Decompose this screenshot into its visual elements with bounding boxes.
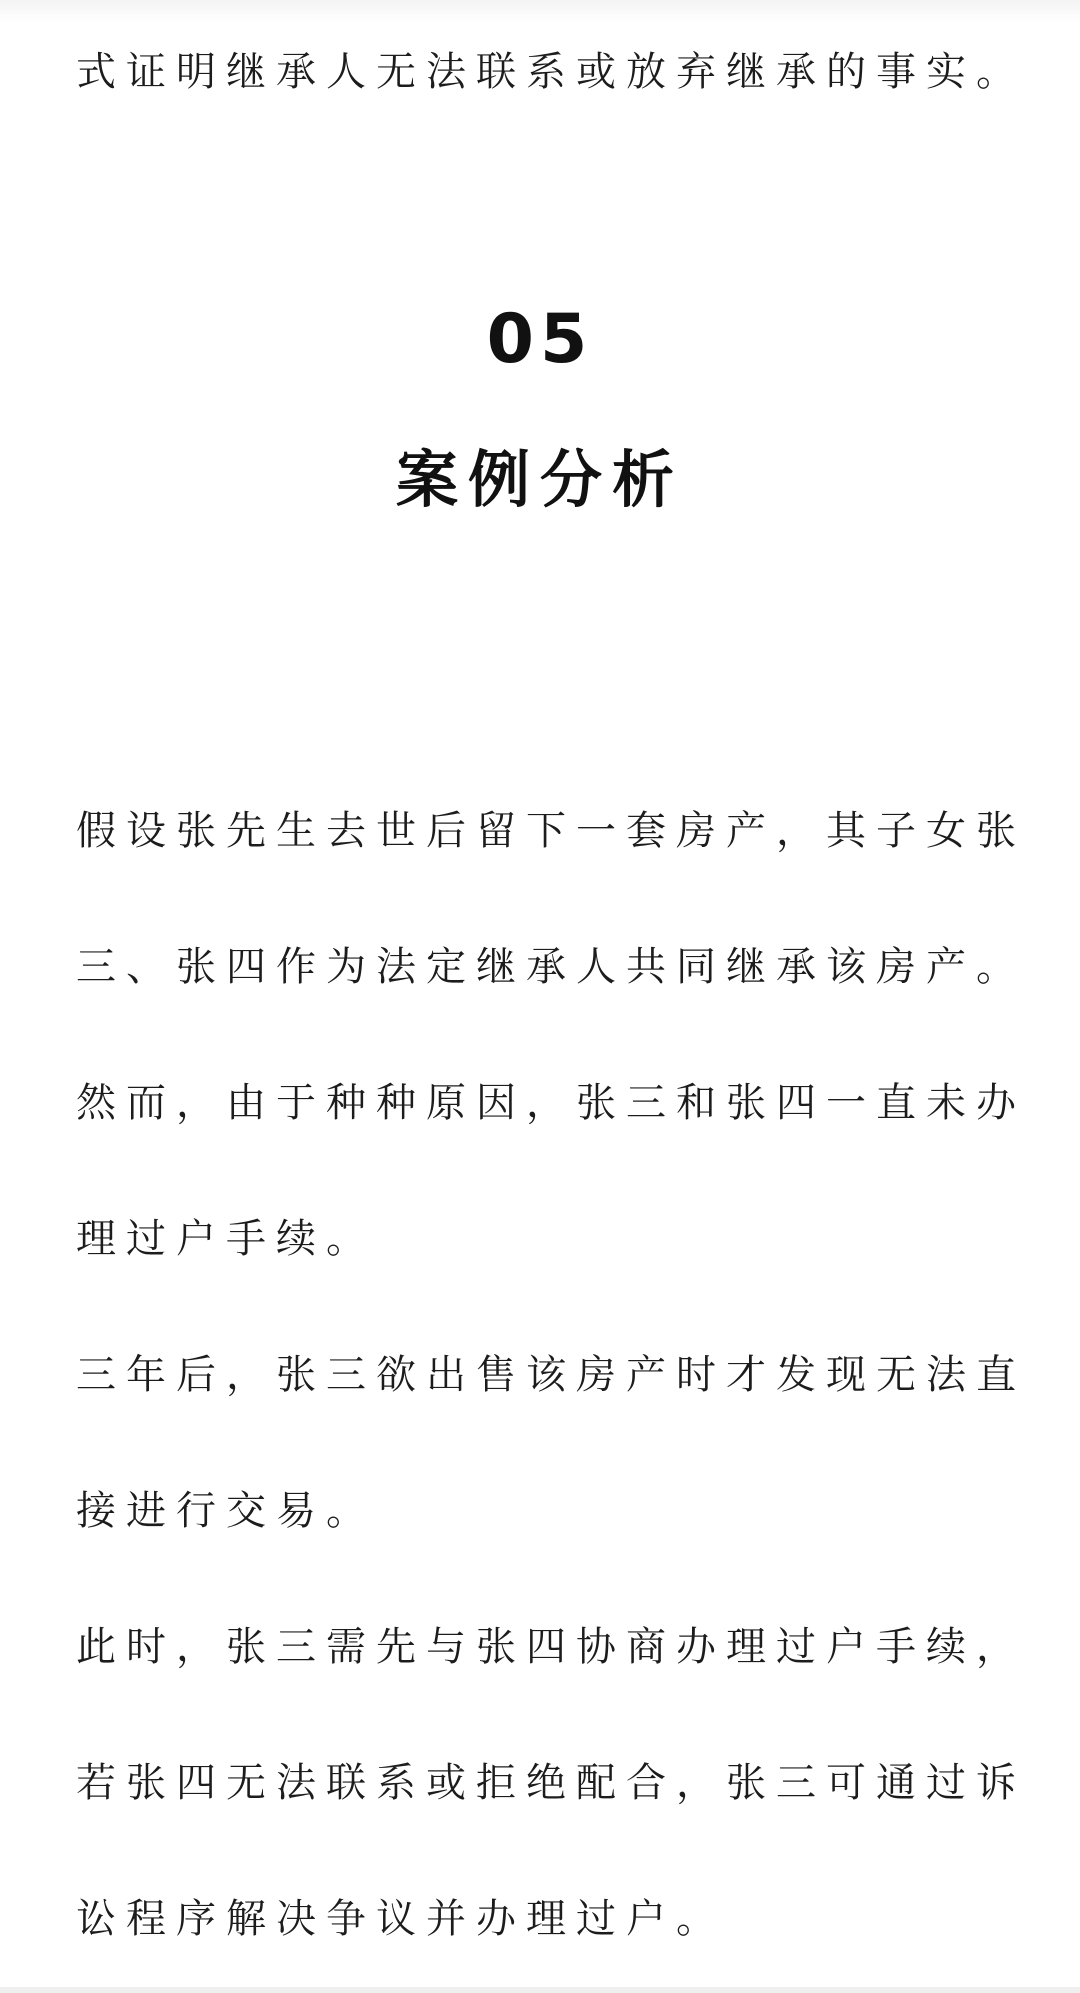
text-line: 假设张先生去世后留下一套房产，其子女张 xyxy=(76,808,1026,854)
text-line: 接进行交易。 xyxy=(76,1488,376,1534)
section-number: 05 xyxy=(486,300,594,379)
text-line: 此时，张三需先与张四协商办理过户手续， xyxy=(76,1624,1026,1670)
text-line: 讼程序解决争议并办理过户。 xyxy=(76,1896,726,1942)
text-line: 理过户手续。 xyxy=(76,1216,376,1262)
section-title: 案例分析 xyxy=(395,443,684,516)
top-edge-shadow xyxy=(0,0,1080,22)
text-line: 然而，由于种种原因，张三和张四一直未办 xyxy=(76,1080,1026,1126)
bottom-edge xyxy=(0,1987,1080,1993)
paragraph-continuation: 式证明继承人无法联系或放弃继承的事实。 xyxy=(76,49,1026,95)
text-line: 三年后，张三欲出售该房产时才发现无法直 xyxy=(76,1352,1026,1398)
text-line: 若张四无法联系或拒绝配合，张三可通过诉 xyxy=(76,1760,1026,1806)
text-line: 三、张四作为法定继承人共同继承该房产。 xyxy=(76,944,1026,990)
